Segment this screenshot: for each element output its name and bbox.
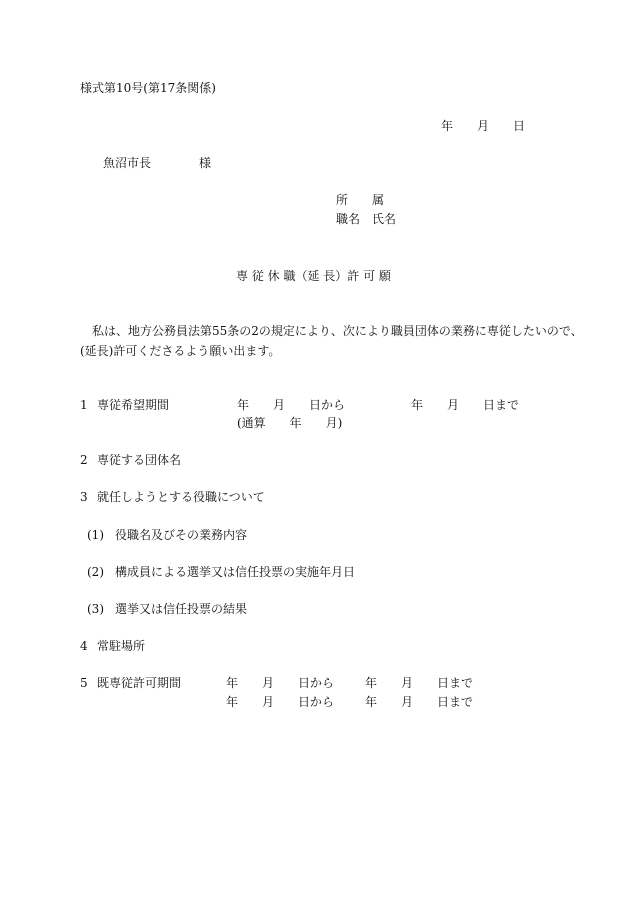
item-5-period-1-to: 年 月 日まで: [365, 676, 474, 690]
item-3-label: 就任しようとする役職について: [97, 490, 265, 504]
item-5-period-2-from: 年 月 日から: [226, 695, 335, 709]
item-5-label: 既専従許可期間: [97, 676, 182, 690]
item-5-period-2-to: 年 月 日まで: [365, 695, 474, 709]
name-label: 職名 氏名: [336, 212, 397, 226]
item-1-to: 年 月 日まで: [411, 398, 520, 412]
document-title: 専 従 休 職（延 長）許 可 願: [236, 269, 391, 283]
form-number: 様式第10号(第17条関係): [80, 81, 216, 95]
date-line: 年 月 日: [441, 119, 526, 133]
subitem-3-number: (3): [87, 602, 104, 616]
body-line-2: (延長)許可くださるよう願い出ます。: [80, 344, 281, 358]
item-4-label: 常駐場所: [97, 639, 146, 653]
item-3-number: 3: [80, 490, 88, 504]
body-line-1: 私は、地方公務員法第55条の2の規定により、次により職員団体の業務に専従したいので、: [92, 324, 583, 338]
subitem-2-number: (2): [87, 565, 104, 579]
item-1-label: 専従希望期間: [97, 398, 170, 412]
item-2-number: 2: [80, 453, 88, 467]
item-1-from: 年 月 日から: [237, 398, 346, 412]
subitem-2-label: 構成員による選挙又は信任投票の実施年月日: [115, 565, 356, 579]
subitem-1-label: 役職名及びその業務内容: [115, 528, 248, 542]
item-5-period-1-from: 年 月 日から: [226, 676, 335, 690]
subitem-1-number: (1): [87, 528, 104, 542]
item-1-note: (通算 年 月): [237, 416, 343, 430]
item-1-number: 1: [80, 398, 88, 412]
affiliation-label: 所 属: [336, 193, 385, 207]
subitem-3-label: 選挙又は信任投票の結果: [115, 602, 248, 616]
item-2-label: 専従する団体名: [97, 453, 182, 467]
addressee: 魚沼市長 様: [103, 156, 212, 170]
item-4-number: 4: [80, 639, 88, 653]
item-5-number: 5: [80, 676, 88, 690]
